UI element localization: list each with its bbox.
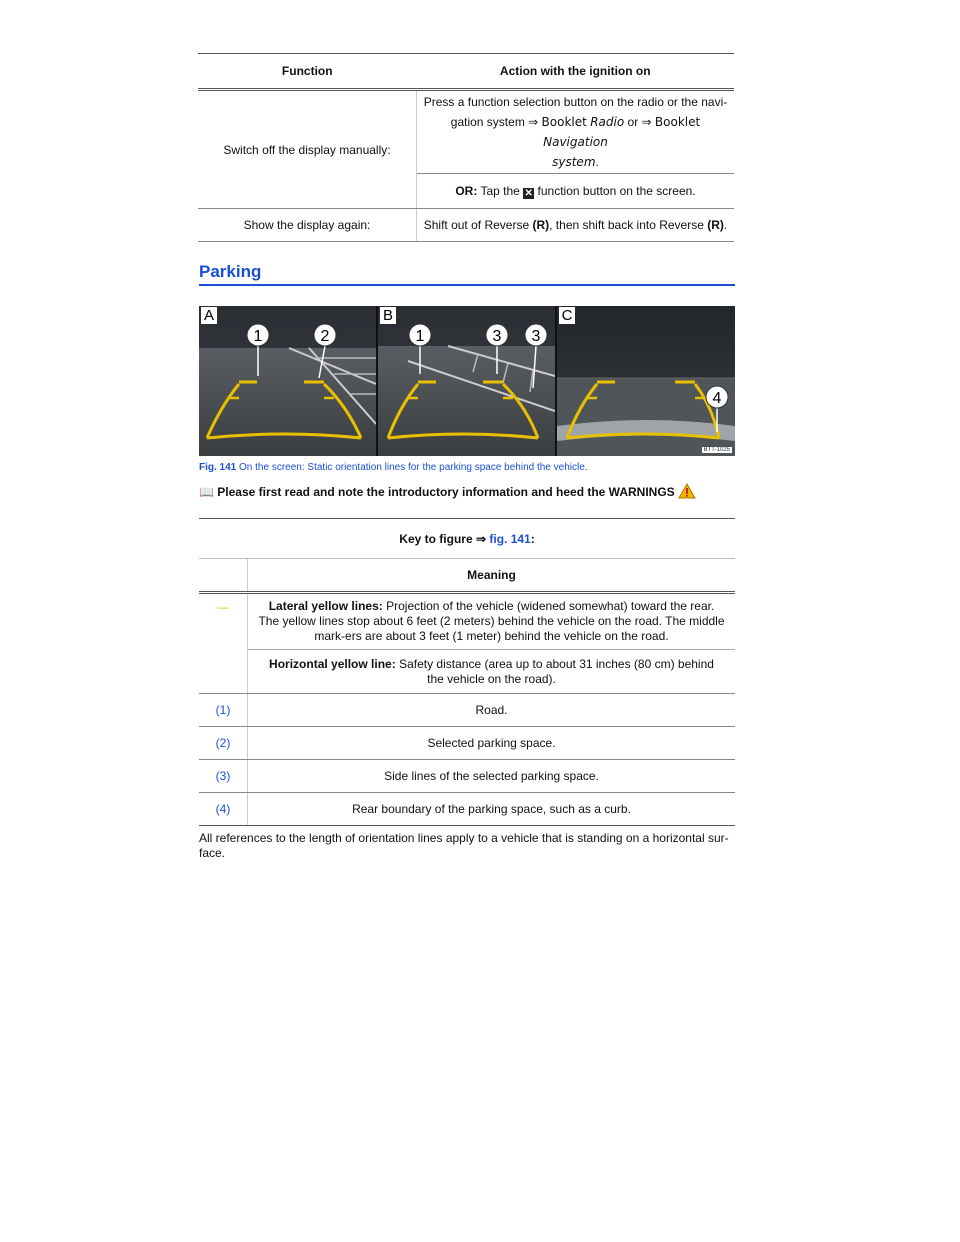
- book-icon: 📖: [199, 485, 214, 499]
- callout-3-b: 3: [531, 328, 541, 345]
- key-text-1: Road.: [248, 694, 736, 727]
- callout-1-b: 1: [415, 328, 425, 345]
- key-to-figure: Key to figure ⇒ fig. 141:: [199, 519, 735, 559]
- meaning-header: Meaning: [248, 559, 736, 593]
- switch-off-action-tap: OR: Tap the ✕ function button on the screen.: [417, 174, 735, 209]
- panel-label-a: A: [201, 307, 217, 324]
- header-function: Function: [198, 54, 417, 90]
- navigation-booklet-link[interactable]: Navigation: [543, 135, 608, 149]
- figure-caption: Fig. 141 On the screen: Static orientation lines for the parking space behind the vehicle.: [199, 462, 588, 473]
- yellow-line-marker: —: [199, 593, 248, 694]
- radio-booklet-link[interactable]: Radio: [590, 115, 625, 129]
- key-text-3: Side lines of the selected parking space.: [248, 760, 736, 793]
- fig-141-link[interactable]: fig. 141: [489, 531, 531, 546]
- header-action: Action with the ignition on: [417, 54, 735, 90]
- show-display-action: Shift out of Reverse (R), then shift back into Reverse (R).: [417, 209, 735, 242]
- key-num-1: (1): [199, 694, 248, 727]
- key-num-2: (2): [199, 727, 248, 760]
- figure-panel-a: [199, 306, 376, 456]
- key-text-2: Selected parking space.: [248, 727, 736, 760]
- warning-icon[interactable]: [678, 483, 696, 499]
- figure-code: BTT-1025: [703, 447, 730, 453]
- callout-1: 1: [253, 328, 263, 345]
- show-display-label: Show the display again:: [198, 209, 417, 242]
- footnote: All references to the length of orientation lines apply to a vehicle that is standing on a horizontal sur-face.: [199, 831, 729, 860]
- lateral-lines-description: Lateral yellow lines: Projection of the vehicle (widened somewhat) toward the rear. The yellow lines stop about 6 feet (2 meters) behind the vehicle on the road. The middle mark-ers are about 3 feet (1 meter) behind the vehicle on the road.: [248, 593, 736, 650]
- figure-panel-b: [378, 306, 555, 456]
- figure-panel-c: [557, 306, 735, 456]
- section-title-parking: Parking: [199, 262, 735, 286]
- panel-label-b: B: [380, 307, 396, 324]
- horizontal-line-description: Horizontal yellow line: Safety distance (area up to about 31 inches (80 cm) behind the vehicle on the road).: [248, 650, 736, 694]
- switch-off-label: Switch off the display manually:: [198, 90, 417, 209]
- callout-4: 4: [712, 390, 722, 407]
- callout-3: 3: [492, 328, 502, 345]
- switch-off-action-press: Press a function selection button on the radio or the navi- gation system ⇒ Booklet Radio or ⇒ Booklet Navigation system.: [417, 90, 735, 174]
- figure-key-table: [199, 518, 735, 826]
- display-function-table: [198, 53, 734, 242]
- key-text-4: Rear boundary of the parking space, such as a curb.: [248, 793, 736, 826]
- key-empty-header: [199, 559, 248, 593]
- key-num-4: (4): [199, 793, 248, 826]
- callout-2: 2: [320, 328, 330, 345]
- parking-figure: [199, 306, 735, 456]
- key-num-3: (3): [199, 760, 248, 793]
- intro-note: 📖 Please first read and note the introductory information and heed the WARNINGS: [199, 483, 696, 499]
- close-display-icon: ✕: [524, 187, 533, 199]
- panel-label-c: C: [559, 307, 575, 324]
